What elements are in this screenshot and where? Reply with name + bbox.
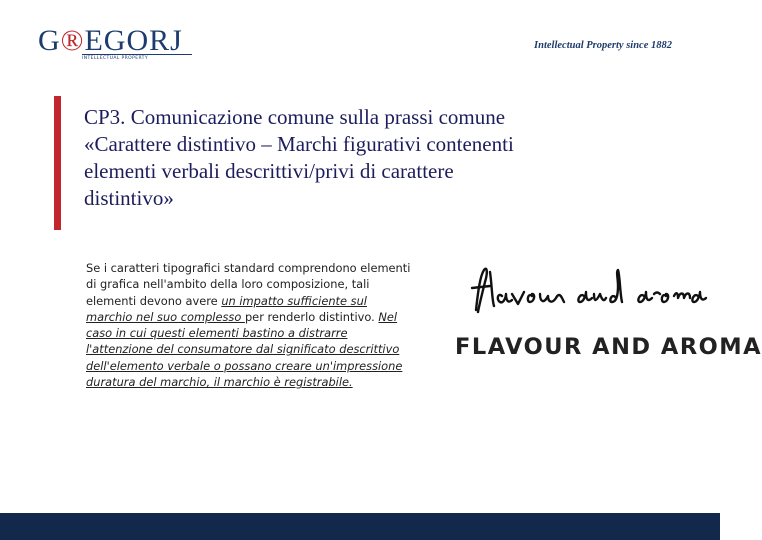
company-logo: [38, 26, 198, 66]
stylized-wordmark-example: FLAVOUR AND AROMA: [455, 334, 762, 360]
title-code: CP3.: [84, 105, 126, 129]
footer-bar: [0, 513, 720, 540]
registered-mark-icon: ®: [60, 24, 85, 57]
handwritten-mark-example: [466, 262, 706, 322]
body-paragraph: Se i caratteri tipografici standard comprendono elementi di grafica nell'ambito della loro composizione, tali elementi devono avere un impatto sufficiente sul marchio nel suo complesso per renderlo distintivo. Nel caso in cui questi elementi bastino a distrarre l'attenzione del consumatore dal significato descrittivo dell'elemento verbale o possano creare un'impressione duratura del marchio, il marchio è registrabile.: [86, 261, 411, 390]
title-text: Comunicazione comune sulla prassi comune «Carattere distintivo – Marchi figurativi contenenti elementi verbali descrittivi/privi di carattere distintivo»: [84, 105, 514, 210]
underlined-phrase-impact: un impatto sufficiente sul marchio nel suo complesso: [86, 293, 367, 324]
header-tagline: Intellectual Property since 1882: [534, 40, 672, 51]
logo-subtitle: INTELLECTUAL PROPERTY: [82, 54, 192, 61]
handwritten-flavour-and-aroma: [466, 262, 706, 322]
underlined-phrase-registrable: Nel caso in cui questi elementi bastino a distrarre l'attenzione del consumatore dal significato descrittivo dell'elemento verbale o possano creare un'impressione duratura del marchio, il marchio è registrabile.: [86, 309, 403, 390]
logo-wordmark: G®EGORJ: [38, 24, 183, 57]
slide-title: [84, 104, 514, 212]
title-accent-bar: [54, 96, 61, 230]
